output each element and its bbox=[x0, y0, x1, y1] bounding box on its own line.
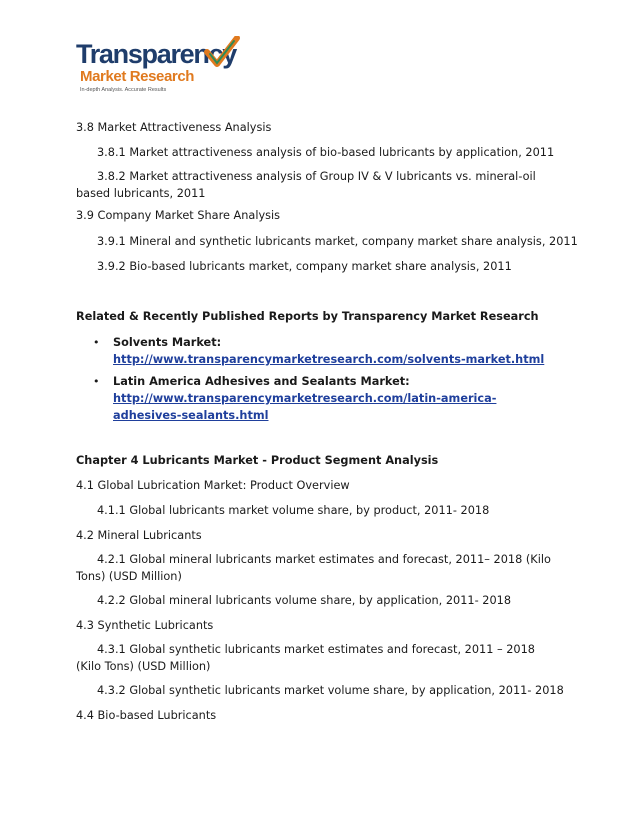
toc-4-1: 4.1 Global Lubrication Market: Product Overview bbox=[76, 479, 350, 492]
toc-3-9-2: 3.9.2 Bio-based lubricants market, company market share analysis, 2011 bbox=[97, 260, 512, 273]
toc-3-8-1: 3.8.1 Market attractiveness analysis of bio-based lubricants by application, 2011 bbox=[97, 146, 555, 159]
company-logo bbox=[76, 34, 246, 100]
logo-subtitle: Market Research bbox=[80, 68, 195, 85]
related-reports-heading: Related & Recently Published Reports by Transparency Market Research bbox=[76, 310, 539, 323]
toc-4-3-2: 4.3.2 Global synthetic lubricants market volume share, by application, 2011- 2018 bbox=[97, 684, 564, 697]
chapter-4-heading: Chapter 4 Lubricants Market - Product Segment Analysis bbox=[76, 454, 439, 467]
logo-brand: Transparency bbox=[76, 39, 236, 69]
toc-4-3-1: 4.3.1 Global synthetic lubricants market estimates and forecast, 2011 – 2018 (Kilo Tons) (USD Million) bbox=[76, 643, 535, 673]
toc-3-9: 3.9 Company Market Share Analysis bbox=[76, 209, 281, 222]
related-report-item bbox=[113, 373, 538, 424]
related-report-link[interactable]: http://www.transparencymarketresearch.com/solvents-market.html bbox=[113, 353, 545, 366]
toc-4-1-1: 4.1.1 Global lubricants market volume share, by product, 2011- 2018 bbox=[97, 504, 490, 517]
toc-4-2: 4.2 Mineral Lubricants bbox=[76, 529, 202, 542]
logo-tagline: In-depth Analysis. Accurate Results bbox=[80, 87, 167, 93]
toc-4-2-1: 4.2.1 Global mineral lubricants market estimates and forecast, 2011– 2018 (Kilo Tons) (USD Million) bbox=[76, 553, 551, 583]
bullet-icon: • bbox=[93, 375, 100, 388]
toc-3-8: 3.8 Market Attractiveness Analysis bbox=[76, 121, 272, 134]
related-report-label: Solvents Market: bbox=[113, 336, 222, 349]
bullet-icon: • bbox=[93, 336, 100, 349]
toc-4-2-2: 4.2.2 Global mineral lubricants volume share, by application, 2011- 2018 bbox=[97, 594, 512, 607]
toc-4-3: 4.3 Synthetic Lubricants bbox=[76, 619, 214, 632]
related-report-label: Latin America Adhesives and Sealants Market: bbox=[113, 375, 410, 388]
toc-3-9-1: 3.9.1 Mineral and synthetic lubricants market, company market share analysis, 2011 bbox=[97, 235, 578, 248]
related-report-item bbox=[113, 334, 563, 368]
toc-4-4: 4.4 Bio-based Lubricants bbox=[76, 709, 217, 722]
toc-3-8-2: 3.8.2 Market attractiveness analysis of Group IV & V lubricants vs. mineral-oil based lubricants, 2011 bbox=[76, 170, 536, 200]
related-report-link[interactable]: http://www.transparencymarketresearch.com/latin-america-adhesives-sealants.html bbox=[113, 392, 497, 422]
checkmark-icon bbox=[204, 36, 240, 70]
